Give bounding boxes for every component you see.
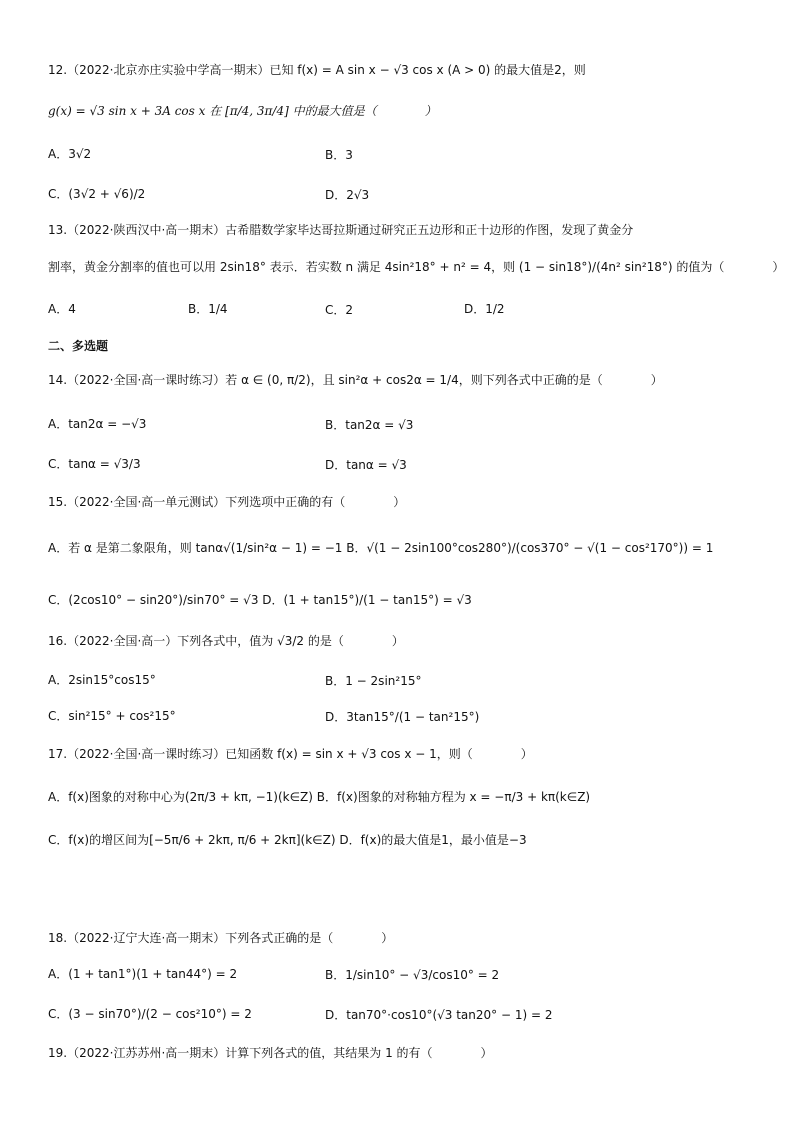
q15-stem: 15.（2022·全国·高一单元测试）下列选项中正确的有（ ） <box>48 495 406 509</box>
q14-option-c: C．tanα = √3/3 <box>48 457 141 471</box>
q18-option-a: A．(1 + tan1°)(1 + tan44°) = 2 <box>48 967 238 981</box>
q18-option-d: D．tan70°·cos10°(√3 tan20° − 1) = 2 <box>325 1008 553 1022</box>
q14-option-b: B．tan2α = √3 <box>325 418 414 432</box>
q14-stem: 14.（2022·全国·高一课时练习）若 α ∈ (0, π/2)，且 sin²α + cos2α = 1/4，则下列各式中正确的是（ ） <box>48 373 663 387</box>
q16-option-a: A．2sin15°cos15° <box>48 673 156 687</box>
q18-option-c: C．(3 − sin70°)/(2 − cos²10°) = 2 <box>48 1007 252 1021</box>
q12-option-c: C．(3√2 + √6)/2 <box>48 187 146 201</box>
q13-option-c: C．2 <box>325 303 354 317</box>
q17-stem: 17.（2022·全国·高一课时练习）已知函数 f(x) = sin x + √3 cos x − 1，则（ ） <box>48 747 533 761</box>
q16-stem: 16.（2022·全国·高一）下列各式中，值为 √3/2 的是（ ） <box>48 634 404 648</box>
q18-stem: 18.（2022·辽宁大连·高一期末）下列各式正确的是（ ） <box>48 931 394 945</box>
q13-option-a: A．4 <box>48 302 76 316</box>
q17-options-cd: C．f(x)的增区间为[−5π/6 + 2kπ, π/6 + 2kπ](k∈Z) D．f(x)的最大值是1，最小值是−3 <box>48 833 527 847</box>
q15-options-cd: C．(2cos10° − sin20°)/sin70° = √3 D．(1 + tan15°)/(1 − tan15°) = √3 <box>48 593 472 607</box>
q12-option-b: B．3 <box>325 148 353 162</box>
q15-options-ab: A．若 α 是第二象限角，则 tanα√(1/sin²α − 1) = −1 B．√(1 − 2sin100°cos280°)/(cos370° − √(1 − cos²170°)) = 1 <box>48 541 714 555</box>
q16-option-d: D．3tan15°/(1 − tan²15°) <box>325 710 480 724</box>
q13-option-d: D．1/2 <box>464 302 505 316</box>
q12-stem-line1: 12.（2022·北京亦庄实验中学高一期末）已知 f(x) = A sin x − √3 cos x (A > 0) 的最大值是2，则 <box>48 63 586 77</box>
q12-option-d: D．2√3 <box>325 188 370 202</box>
q17-options-ab: A．f(x)图象的对称中心为(2π/3 + kπ, −1)(k∈Z) B．f(x)图象的对称轴方程为 x = −π/3 + kπ(k∈Z) <box>48 790 591 804</box>
section-heading-multi-choice: 二、多选题 <box>48 339 109 353</box>
q13-stem-line1: 13.（2022·陕西汉中·高一期末）古希腊数学家毕达哥拉斯通过研究正五边形和正十边形的作图，发现了黄金分 <box>48 223 634 237</box>
q14-option-a: A．tan2α = −√3 <box>48 417 147 431</box>
q19-stem: 19.（2022·江苏苏州·高一期末）计算下列各式的值，其结果为 1 的有（ ） <box>48 1046 493 1060</box>
q12-stem-line2: g(x) = √3 sin x + 3A cos x 在 [π/4, 3π/4] 中的最大值是（ ） <box>48 104 437 118</box>
q16-option-c: C．sin²15° + cos²15° <box>48 709 176 723</box>
q16-option-b: B．1 − 2sin²15° <box>325 674 422 688</box>
q12-option-a: A．3√2 <box>48 147 92 161</box>
q13-option-b: B．1/4 <box>188 302 228 316</box>
q14-option-d: D．tanα = √3 <box>325 458 407 472</box>
q13-stem-line2: 割率，黄金分割率的值也可以用 2sin18° 表示．若实数 n 满足 4sin²18° + n² = 4，则 (1 − sin18°)/(4n² sin²18°) 的值为（ ） <box>48 260 785 274</box>
q18-option-b: B．1/sin10° − √3/cos10° = 2 <box>325 968 500 982</box>
